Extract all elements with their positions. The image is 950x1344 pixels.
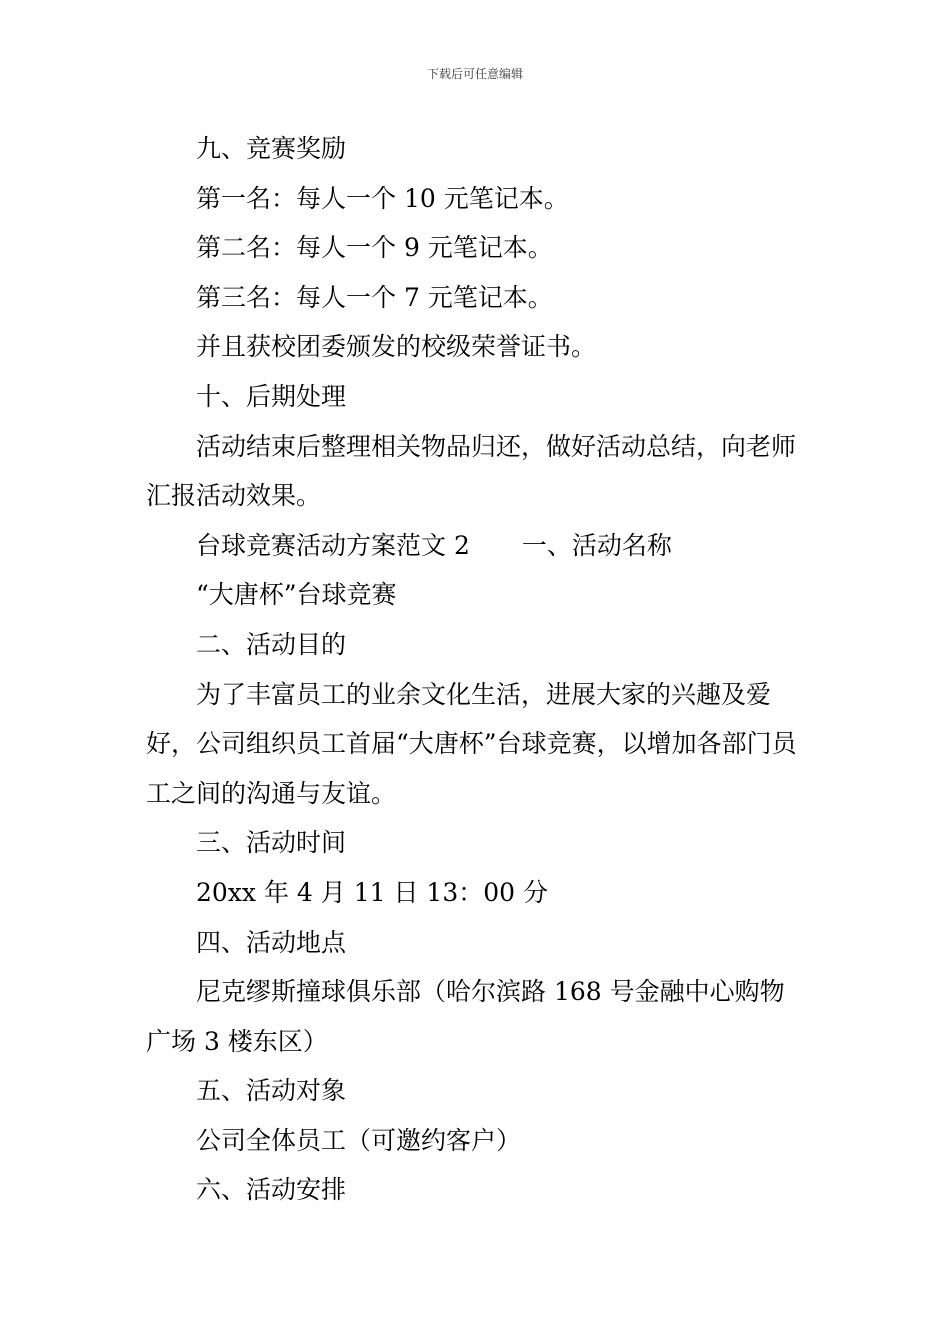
section-heading-schedule: 六、活动安排 bbox=[196, 1175, 347, 1205]
section-heading-followup: 十、后期处理 bbox=[196, 381, 347, 411]
section-heading-purpose: 二、活动目的 bbox=[196, 629, 347, 659]
page-header: 下载后可任意编辑 bbox=[426, 67, 523, 81]
prize-certificate: 并且获校团委颁发的校级荣誉证书。 bbox=[196, 332, 597, 362]
section-heading-time: 三、活动时间 bbox=[196, 828, 347, 858]
section-heading-prizes: 九、竞赛奖励 bbox=[196, 134, 347, 163]
section-heading-location: 四、活动地点 bbox=[196, 927, 347, 957]
document-body bbox=[146, 124, 808, 1215]
prize-first: 第一名：每人一个 10 元笔记本。 bbox=[196, 183, 569, 213]
document-title: 台球竞赛活动方案范文 2 bbox=[196, 530, 470, 560]
audience-text: 公司全体员工（可邀约客户） bbox=[196, 1125, 522, 1155]
prize-second: 第二名：每人一个 9 元笔记本。 bbox=[196, 233, 553, 263]
prize-third: 第三名：每人一个 7 元笔记本。 bbox=[196, 282, 553, 312]
time-text: 20xx 年 4 月 11 日 13：00 分 bbox=[196, 877, 548, 907]
activity-name-text: “大唐杯”台球竞赛 bbox=[196, 580, 397, 610]
section-heading-audience: 五、活动对象 bbox=[196, 1076, 347, 1106]
section-heading-activity-name: 一、活动名称 bbox=[521, 530, 672, 560]
purpose-text: 为了丰富员工的业余文化生活，进展大家的兴趣及爱好，公司组织员工首届“大唐杯”台球竞赛，以增加各部门员工之间的沟通与友谊。 bbox=[146, 679, 797, 808]
location-text: 尼克缪斯撞球俱乐部（哈尔滨路 168 号金融中心购物广场 3 楼东区） bbox=[146, 977, 785, 1056]
document-title-line bbox=[146, 521, 808, 571]
followup-text: 活动结束后整理相关物品归还，做好活动总结，向老师汇报活动效果。 bbox=[146, 431, 797, 511]
